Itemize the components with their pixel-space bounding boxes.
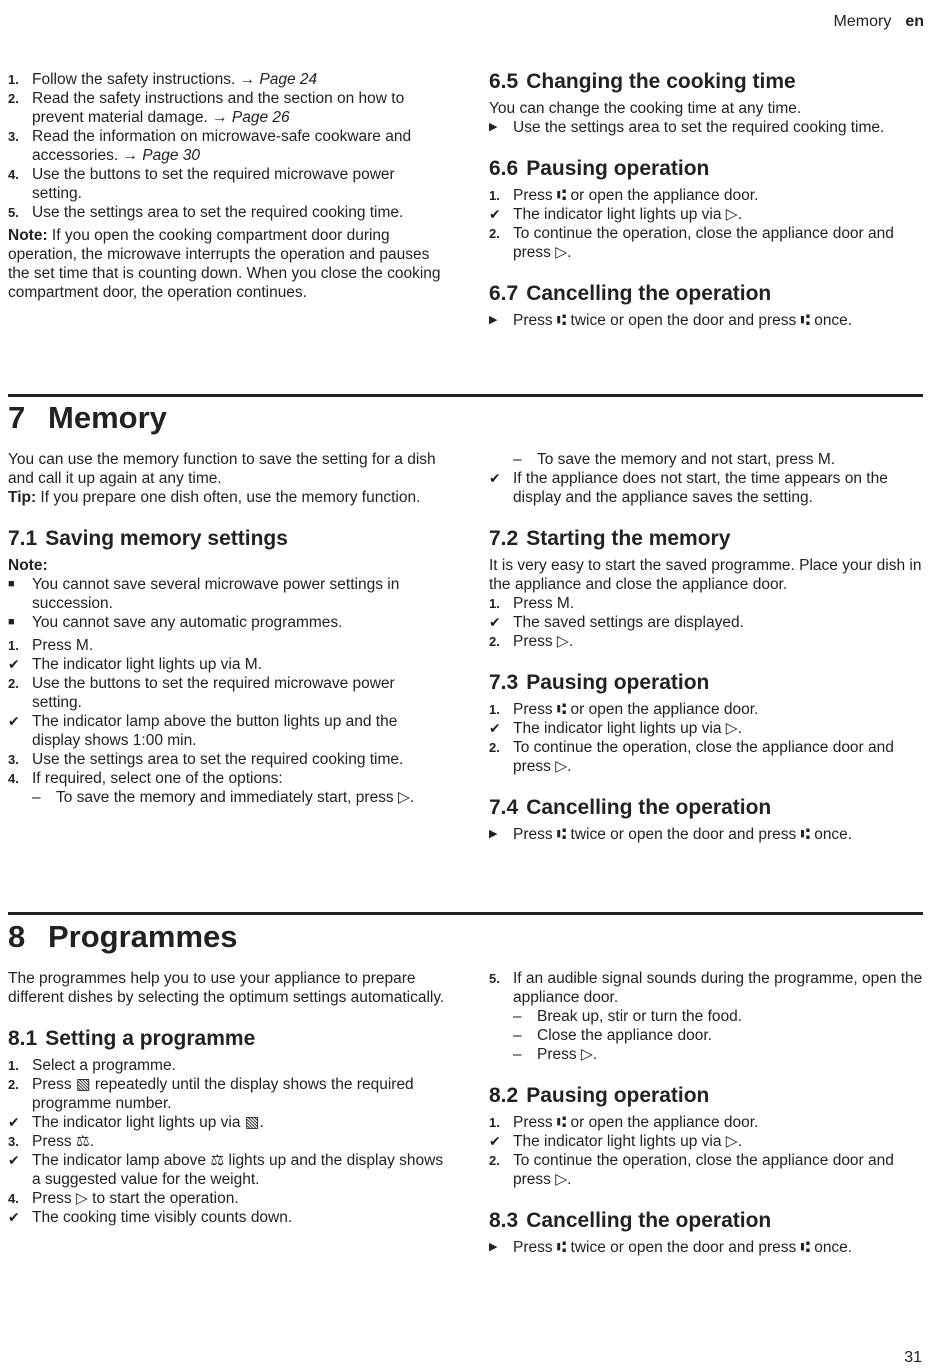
triangle-bullet-icon: ▶ (489, 314, 498, 326)
check-icon: ✔ (489, 720, 501, 736)
bullet-item: ▶ Use the settings area to set the required cooking time. (489, 119, 885, 136)
chapter-heading-8: 8 Programmes (8, 919, 238, 954)
sub-step: – Press ▷. (513, 1046, 598, 1063)
square-bullet-icon: ■ (8, 616, 15, 628)
step-4: 4. Press ▷ to start the operation. (8, 1190, 239, 1207)
step-1: 1. Press M. (8, 637, 94, 654)
triangle-bullet-icon: ▶ (489, 828, 498, 840)
step-3: 3. Press ⚖. (8, 1133, 95, 1150)
result-item: ✔ The indicator light lights up via ▷. (489, 720, 743, 737)
result-item: ✔ The indicator lamp above ⚖ lights up and the display shows a suggested value for the weight. (8, 1152, 444, 1188)
chapter-intro: You can use the memory function to save the setting for a dish and call it up again at any time. (8, 451, 436, 487)
triangle-bullet-icon: ▶ (489, 1241, 498, 1253)
square-bullet-icon: ■ (8, 578, 15, 590)
section-heading-6-7: 6.7 Cancelling the operation (489, 282, 772, 305)
step-1: 1. Follow the safety instructions. → Page 24 (8, 71, 318, 88)
step-3: 3. Read the information on microwave-safe cookware and accessories. → Page 30 (8, 128, 412, 164)
step-1: 1. Press ⑆ or open the appliance door. (489, 1114, 759, 1131)
chapter-heading-7: 7 Memory (8, 400, 167, 435)
section-heading-8-2: 8.2 Pausing operation (489, 1084, 710, 1107)
section-heading-7-3: 7.3 Pausing operation (489, 671, 710, 694)
step-2: 2. To continue the operation, close the appliance door and press ▷. (489, 225, 894, 261)
step-3: 3. Use the settings area to set the required cooking time. (8, 751, 404, 768)
check-icon: ✔ (489, 1133, 501, 1149)
chapter-rule (8, 912, 923, 915)
step-2: 2. Use the buttons to set the required microwave power setting. (8, 675, 395, 711)
sub-step: – Break up, stir or turn the food. (513, 1008, 743, 1025)
header-section: Memory (833, 13, 892, 30)
chapter-rule (8, 394, 923, 397)
step-1: 1. Press ⑆ or open the appliance door. (489, 701, 759, 718)
result-item: ✔ The indicator light lights up via ▷. (489, 206, 743, 223)
step-1: 1. Select a programme. (8, 1057, 176, 1074)
top-left-steps (8, 70, 448, 302)
section-heading-8-1: 8.1 Setting a programme (8, 1027, 256, 1050)
note-item: ■ You cannot save any automatic programmes. (8, 614, 343, 631)
section-heading-8-3: 8.3 Cancelling the operation (489, 1209, 772, 1232)
result-item: ✔ The indicator light lights up via ▷. (489, 1133, 743, 1150)
note-paragraph: Note: If you open the cooking compartment door during operation, the microwave interrupts the operation and pauses the set time that is counting down. When you close the cooking compartment door, the operation continues. (8, 227, 441, 301)
check-icon: ✔ (489, 206, 501, 222)
result-item: ✔ The indicator lamp above the button lights up and the display shows 1:00 min. (8, 713, 398, 749)
option-item: – To save the memory and immediately start, press ▷. (32, 789, 415, 806)
step-2: 2. To continue the operation, close the appliance door and press ▷. (489, 739, 894, 775)
running-header (834, 12, 924, 31)
step-2: 2. Press ▧ repeatedly until the display shows the required programme number. (8, 1076, 414, 1112)
option-item: – To save the memory and not start, press M. (513, 451, 836, 468)
result-item: ✔ The indicator light lights up via M. (8, 656, 263, 673)
header-language: en (905, 13, 924, 30)
chapter-8-right (489, 969, 925, 1257)
section-heading-7-1: 7.1 Saving memory settings (8, 527, 288, 550)
step-1: 1. Press M. (489, 595, 575, 612)
step-5: 5. If an audible signal sounds during the programme, open the appliance door. (489, 970, 923, 1006)
page-number: 31 (904, 1349, 922, 1366)
check-icon: ✔ (8, 713, 20, 729)
result-item: ✔ The saved settings are displayed. (489, 614, 744, 631)
bullet-item: ▶ Press ⑆ twice or open the door and press ⑆ once. (489, 312, 853, 329)
page-reference[interactable]: Page 30 (142, 147, 201, 164)
step-1: 1. Press ⑆ or open the appliance door. (489, 187, 759, 204)
result-item: ✔ The indicator light lights up via ▧. (8, 1114, 264, 1131)
check-icon: ✔ (489, 470, 501, 486)
step-4: 4. Use the buttons to set the required microwave power setting. (8, 166, 395, 202)
tip-paragraph: Tip: If you prepare one dish often, use the memory function. (8, 489, 421, 506)
page-reference[interactable]: Page 24 (259, 71, 318, 88)
check-icon: ✔ (8, 1209, 20, 1225)
bullet-item: ▶ Press ⑆ twice or open the door and press ⑆ once. (489, 1239, 853, 1256)
section-heading-6-5: 6.5 Changing the cooking time (489, 70, 796, 93)
chapter-7-right (489, 450, 925, 844)
triangle-bullet-icon: ▶ (489, 121, 498, 133)
section-intro: It is very easy to start the saved programme. Place your dish in the appliance and close the appliance door. (489, 557, 922, 593)
section-heading-6-6: 6.6 Pausing operation (489, 157, 710, 180)
note-label: Note: (8, 557, 48, 574)
note-item: ■ You cannot save several microwave power settings in succession. (8, 576, 400, 612)
section-heading-7-4: 7.4 Cancelling the operation (489, 796, 772, 819)
step-2: 2. Read the safety instructions and the section on how to prevent material damage. → Page 26 (8, 90, 405, 126)
check-icon: ✔ (489, 614, 501, 630)
step-2: 2. To continue the operation, close the appliance door and press ▷. (489, 1152, 894, 1188)
check-icon: ✔ (8, 1152, 20, 1168)
step-5: 5. Use the settings area to set the required cooking time. (8, 204, 404, 221)
result-item: ✔ The cooking time visibly counts down. (8, 1209, 293, 1226)
section-intro: You can change the cooking time at any time. (489, 100, 802, 117)
chapter-7-left (8, 450, 448, 807)
sub-step: – Close the appliance door. (513, 1027, 712, 1044)
chapter-intro: The programmes help you to use your appliance to prepare different dishes by selecting the optimum settings automatically. (8, 970, 445, 1006)
step-4: 4. If required, select one of the options: (8, 770, 283, 787)
check-icon: ✔ (8, 1114, 20, 1130)
chapter-8-left (8, 969, 448, 1227)
step-2: 2. Press ▷. (489, 633, 574, 650)
check-icon: ✔ (8, 656, 20, 672)
page-reference[interactable]: Page 26 (231, 109, 290, 126)
result-item: ✔ If the appliance does not start, the time appears on the display and the appliance saves the setting. (489, 470, 888, 506)
section-heading-7-2: 7.2 Starting the memory (489, 527, 731, 550)
top-right-sections (489, 70, 925, 330)
bullet-item: ▶ Press ⑆ twice or open the door and press ⑆ once. (489, 826, 853, 843)
